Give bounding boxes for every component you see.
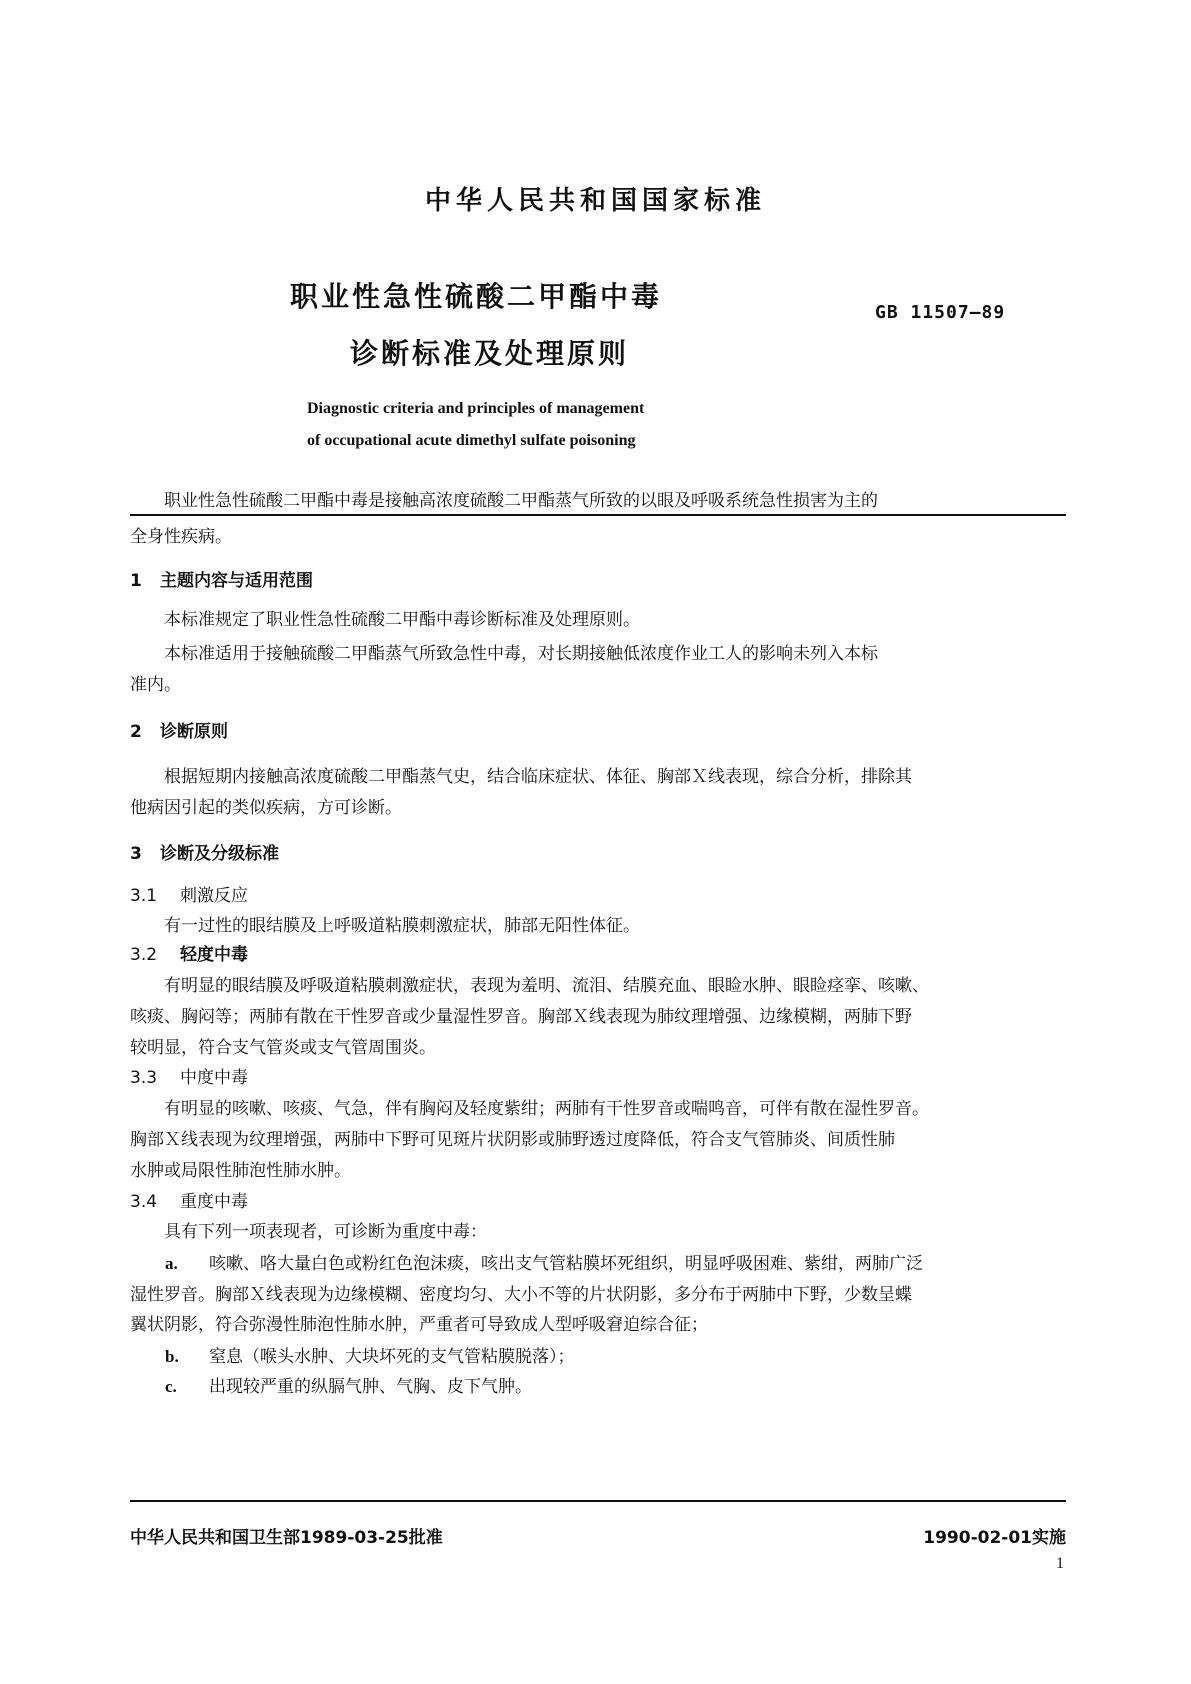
bottom-divider — [130, 1500, 1066, 1502]
intro-line2: 全身性疾病。 — [130, 527, 232, 547]
subsection-3-3-line1: 有明显的咳嗽、咳痰、气急，伴有胸闷及轻度紫绀；两肺有干性罗音或喘鸣音，可伴有散在湿性罗音。 — [164, 1099, 929, 1119]
list-item-a-line1: 咳嗽、咯大量白色或粉红色泡沫痰，咳出支气管粘膜坏死组织，明显呼吸困难、紫绀，两肺广泛 — [209, 1254, 923, 1274]
subsection-3-2-line2: 咳痰、胸闷等；两肺有散在干性罗音或少量湿性罗音。胸部Ｘ线表现为肺纹理增强、边缘模糊，两肺下野 — [130, 1007, 912, 1027]
list-item-c — [165, 1373, 1065, 1401]
list-item-a-line2: 湿性罗音。胸部Ｘ线表现为边缘模糊、密度均匀、大小不等的片状阴影，多分布于两肺中下野，少数呈蝶 — [130, 1285, 912, 1305]
section-2-paragraph-line2: 他病因引起的类似疾病，方可诊断。 — [130, 798, 402, 818]
section-1-number: 1 — [130, 571, 142, 591]
section-2-paragraph-line1: 根据短期内接触高浓度硫酸二甲酯蒸气史，结合临床症状、体征、胸部Ｘ线表现，综合分析，排除其 — [164, 767, 912, 787]
section-1-paragraph-2-line1: 本标准适用于接触硫酸二甲酯蒸气所致急性中毒，对长期接触低浓度作业工人的影响未列入本标 — [164, 644, 878, 664]
list-item-a-letter: a. — [165, 1254, 178, 1273]
subsection-3-1-number: 3.1 — [130, 886, 158, 906]
subsection-3-4-intro: 具有下列一项表现者，可诊断为重度中毒： — [164, 1222, 487, 1242]
subsection-3-1-text: 有一过性的眼结膜及上呼吸道粘膜刺激症状，肺部无阳性体征。 — [164, 916, 640, 936]
section-2-number: 2 — [130, 722, 142, 742]
document-title-line2: 诊断标准及处理原则 — [350, 337, 630, 370]
intro-line1: 职业性急性硫酸二甲酯中毒是接触高浓度硫酸二甲酯蒸气所致的以眼及呼吸系统急性损害为主的 — [164, 491, 878, 511]
section-3-title: 诊断及分级标准 — [160, 844, 279, 864]
section-1-paragraph-1: 本标准规定了职业性急性硫酸二甲酯中毒诊断标准及处理原则。 — [164, 610, 640, 630]
subsection-3-3-number: 3.3 — [130, 1068, 158, 1088]
document-title-line1: 职业性急性硫酸二甲酯中毒 — [290, 280, 663, 313]
section-2-title: 诊断原则 — [160, 722, 228, 742]
list-item-b-text: 窒息（喉头水肿、大块坏死的支气管粘膜脱落）； — [209, 1347, 575, 1367]
section-2-heading — [130, 718, 228, 746]
subsection-3-3-line2: 胸部Ｘ线表现为纹理增强，两肺中下野可见斑片状阴影或肺野透过度降低，符合支气管肺炎、间质性肺 — [130, 1130, 895, 1150]
section-1-heading — [130, 567, 313, 595]
list-item-a-line3: 翼状阴影，符合弥漫性肺泡性肺水肿，严重者可导致成人型呼吸窘迫综合征； — [130, 1315, 708, 1335]
subsection-3-3-heading — [130, 1064, 248, 1092]
english-title-line1: Diagnostic criteria and principles of management — [307, 400, 645, 417]
list-item-b-letter: b. — [165, 1347, 179, 1366]
subsection-3-2-line3: 较明显，符合支气管炎或支气管周围炎。 — [130, 1038, 436, 1058]
subsection-3-2-title: 轻度中毒 — [180, 945, 248, 965]
subsection-3-4-number: 3.4 — [130, 1192, 158, 1212]
subsection-3-2-line1: 有明显的眼结膜及呼吸道粘膜刺激症状，表现为羞明、流泪、结膜充血、眼睑水肿、眼睑痉挛、咳嗽、 — [164, 976, 929, 996]
english-title-line2: of occupational acute dimethyl sulfate poisoning — [307, 432, 636, 449]
subsection-3-2-heading — [130, 941, 248, 969]
section-1-paragraph-2-line2: 准内。 — [130, 675, 181, 695]
subsection-3-4-title: 重度中毒 — [180, 1192, 248, 1212]
section-3-number: 3 — [130, 844, 142, 864]
page-number: 1 — [1056, 1555, 1064, 1572]
standard-number: GB 11507—89 — [875, 302, 1006, 323]
approval-statement: 中华人民共和国卫生部1989-03-25批准 — [130, 1528, 443, 1548]
national-standard-heading: 中华人民共和国国家标准 — [424, 186, 766, 216]
list-item-c-text: 出现较严重的纵膈气肿、气胸、皮下气肿。 — [209, 1377, 532, 1397]
list-item-a — [165, 1250, 1065, 1278]
list-item-b — [165, 1343, 1065, 1371]
subsection-3-1-title: 刺激反应 — [180, 886, 248, 906]
section-3-heading — [130, 840, 279, 868]
subsection-3-3-line3: 水肿或局限性肺泡性肺水肿。 — [130, 1161, 351, 1181]
subsection-3-2-number: 3.2 — [130, 945, 158, 965]
section-1-title: 主题内容与适用范围 — [160, 571, 313, 591]
list-item-c-letter: c. — [165, 1377, 177, 1396]
subsection-3-3-title: 中度中毒 — [180, 1068, 248, 1088]
subsection-3-1-heading — [130, 882, 248, 910]
subsection-3-4-heading — [130, 1188, 248, 1216]
implementation-date: 1990-02-01实施 — [923, 1528, 1066, 1548]
